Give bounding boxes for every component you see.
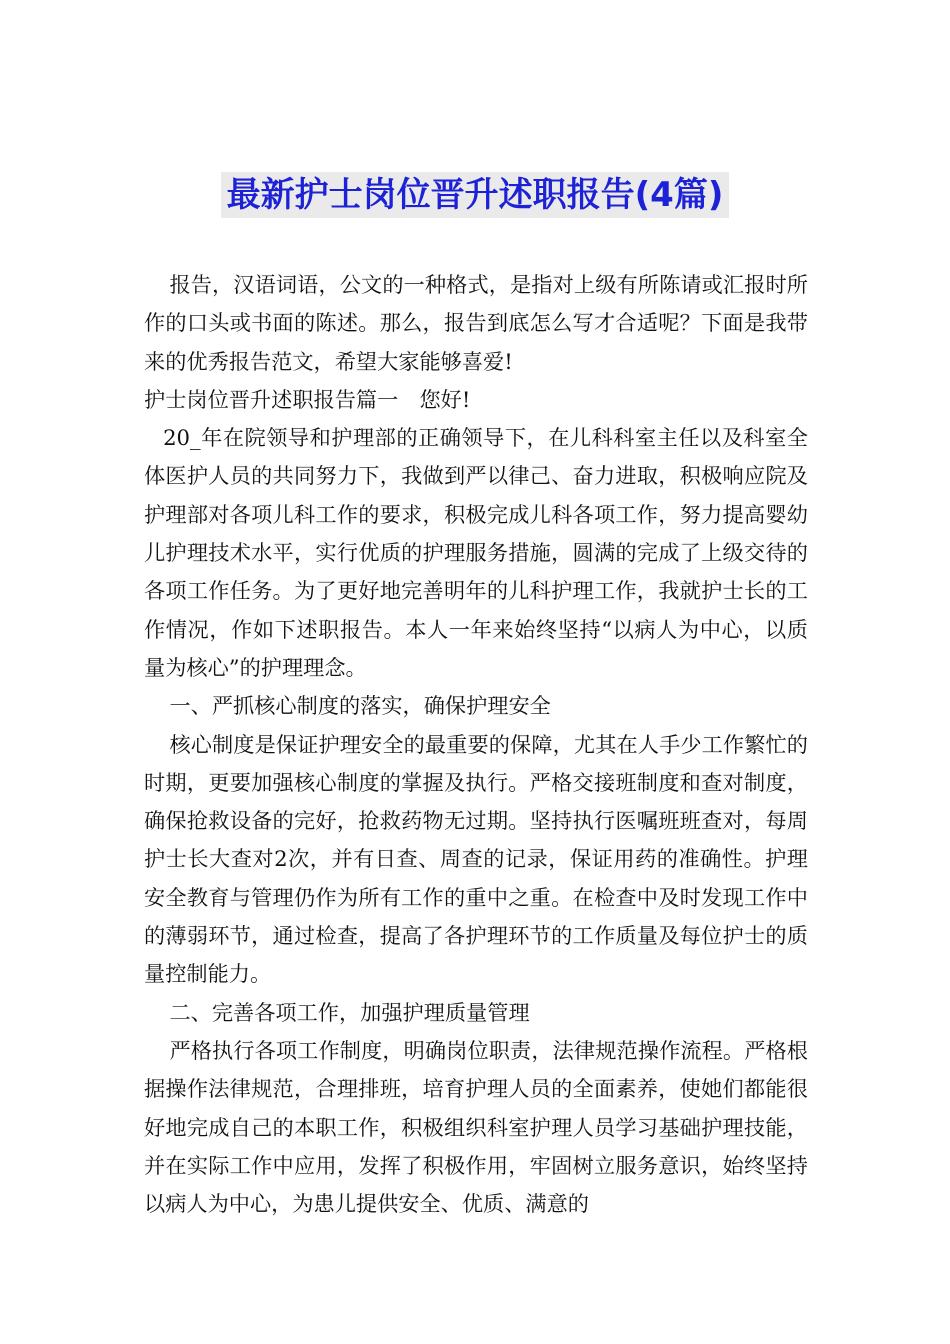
title-container [0, 172, 950, 218]
section-heading: 一、严抓核心制度的落实，确保护理安全 [169, 693, 551, 719]
document-title: 最新护士岗位晋升述职报告(4篇) [221, 172, 730, 218]
intro-paragraph: 报告，汉语词语，公文的一种格式，是指对上级有所陈请或汇报时所作的口头或书面的陈述。那么，报告到底怎么写才合适呢？下面是我带来的优秀报告范文，希望大家能够喜爱! [144, 272, 808, 374]
document-body [144, 266, 808, 1223]
body-paragraph: 严格执行各项工作制度，明确岗位职责，法律规范操作流程。严格根据操作法律规范，合理排班，培育护理人员的全面素养，使她们都能很好地完成自己的本职工作，积极组织科室护理人员学习基础护理技能，并在实际工作中应用，发挥了积极作用，牢固树立服务意识，始终坚持以病人为中心，为患儿提供安全、优质、满意的 [144, 1037, 808, 1217]
body-paragraph: 20_年在院领导和护理部的正确领导下，在儿科科室主任以及科室全体医护人员的共同努力下，我做到严以律己、奋力进取，积极响应院及护理部对各项儿科工作的要求，积极完成儿科各项工作，努力提高婴幼儿护理技术水平，实行优质的护理服务措施，圆满的完成了上级交待的各项工作任务。为了更好地完善明年的儿科护理工作，我就护士长的工作情况，作如下述职报告。本人一年来始终坚持“以病人为中心，以质量为核心”的护理理念。 [144, 425, 808, 680]
body-paragraph: 核心制度是保证护理安全的最重要的保障，尤其在人手少工作繁忙的时期，更要加强核心制度的掌握及执行。严格交接班制度和查对制度，确保抢救设备的完好，抢救药物无过期。坚持执行医嘱班班查对，每周护士长大查对2次，并有日查、周查的记录，保证用药的准确性。护理安全教育与管理仍作为所有工作的重中之重。在检查中及时发现工作中的薄弱环节，通过检查，提高了各护理环节的工作质量及每位护士的质量控制能力。 [144, 731, 808, 987]
section-heading: 二、完善各项工作，加强护理质量管理 [169, 999, 530, 1025]
section-heading-greeting: 护士岗位晋升述职报告篇一 您好! [144, 386, 471, 412]
